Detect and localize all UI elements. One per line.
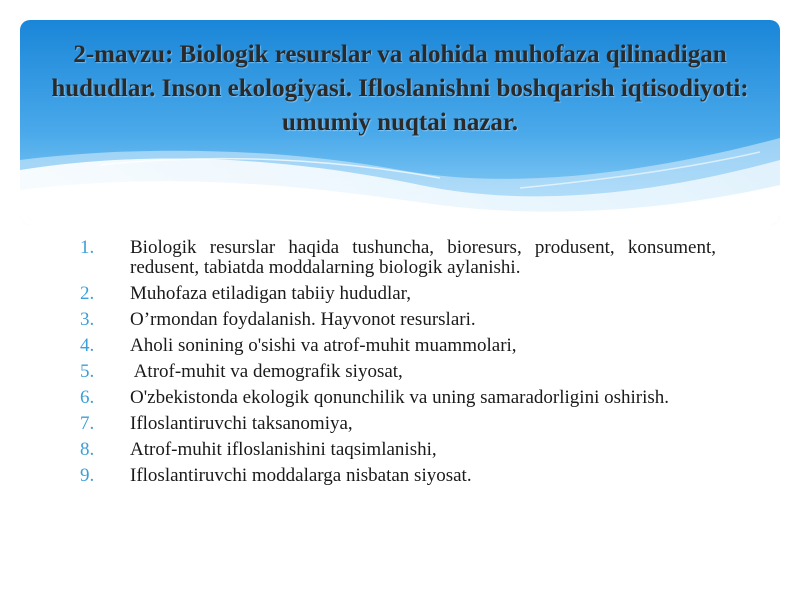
list-number: 1. <box>80 237 95 258</box>
list-item <box>80 466 716 486</box>
list-number: 8. <box>80 439 95 460</box>
list-number: 7. <box>80 413 95 434</box>
list-text: O'zbekistonda ekologik qonunchilik va uning samaradorligini oshirish. <box>130 387 670 408</box>
list-item <box>80 238 716 278</box>
list-item <box>80 336 716 356</box>
list-text: O’rmondan foydalanish. Hayvonot resurslari. <box>130 309 476 330</box>
list-number: 6. <box>80 387 95 408</box>
list-text: Muhofaza etiladigan tabiiy hududlar, <box>130 283 411 304</box>
list-item <box>80 362 716 382</box>
list-text: Atrof-muhit va demografik siyosat, <box>130 361 403 382</box>
list-item <box>80 388 716 408</box>
list-number: 3. <box>80 309 95 330</box>
agenda-list <box>80 238 716 492</box>
list-number: 9. <box>80 465 95 486</box>
slide-title: 2-mavzu: Biologik resurslar va alohida muhofaza qilinadigan hududlar. Inson ekologiyasi. Ifloslanishni boshqarish iqtisodiyoti: umumiy nuqtai nazar. <box>51 41 749 136</box>
list-item <box>80 440 716 460</box>
list-item <box>80 284 716 304</box>
list-text: Atrof-muhit ifloslanishini taqsimlanishi, <box>130 439 437 460</box>
list-text: Ifloslantiruvchi taksanomiya, <box>130 413 353 434</box>
list-text: Ifloslantiruvchi moddalarga nisbatan siyosat. <box>130 465 472 486</box>
list-number: 5. <box>80 361 95 382</box>
list-text: Biologik resurslar haqida tushuncha, bioresurs, produsent, konsument, redusent, tabiatda moddalarning biologik aylanishi. <box>130 237 716 278</box>
list-text: Aholi sonining o'sishi va atrof-muhit muammolari, <box>130 335 517 356</box>
list-item <box>80 414 716 434</box>
list-number: 4. <box>80 335 95 356</box>
list-item <box>80 310 716 330</box>
list-number: 2. <box>80 283 95 304</box>
